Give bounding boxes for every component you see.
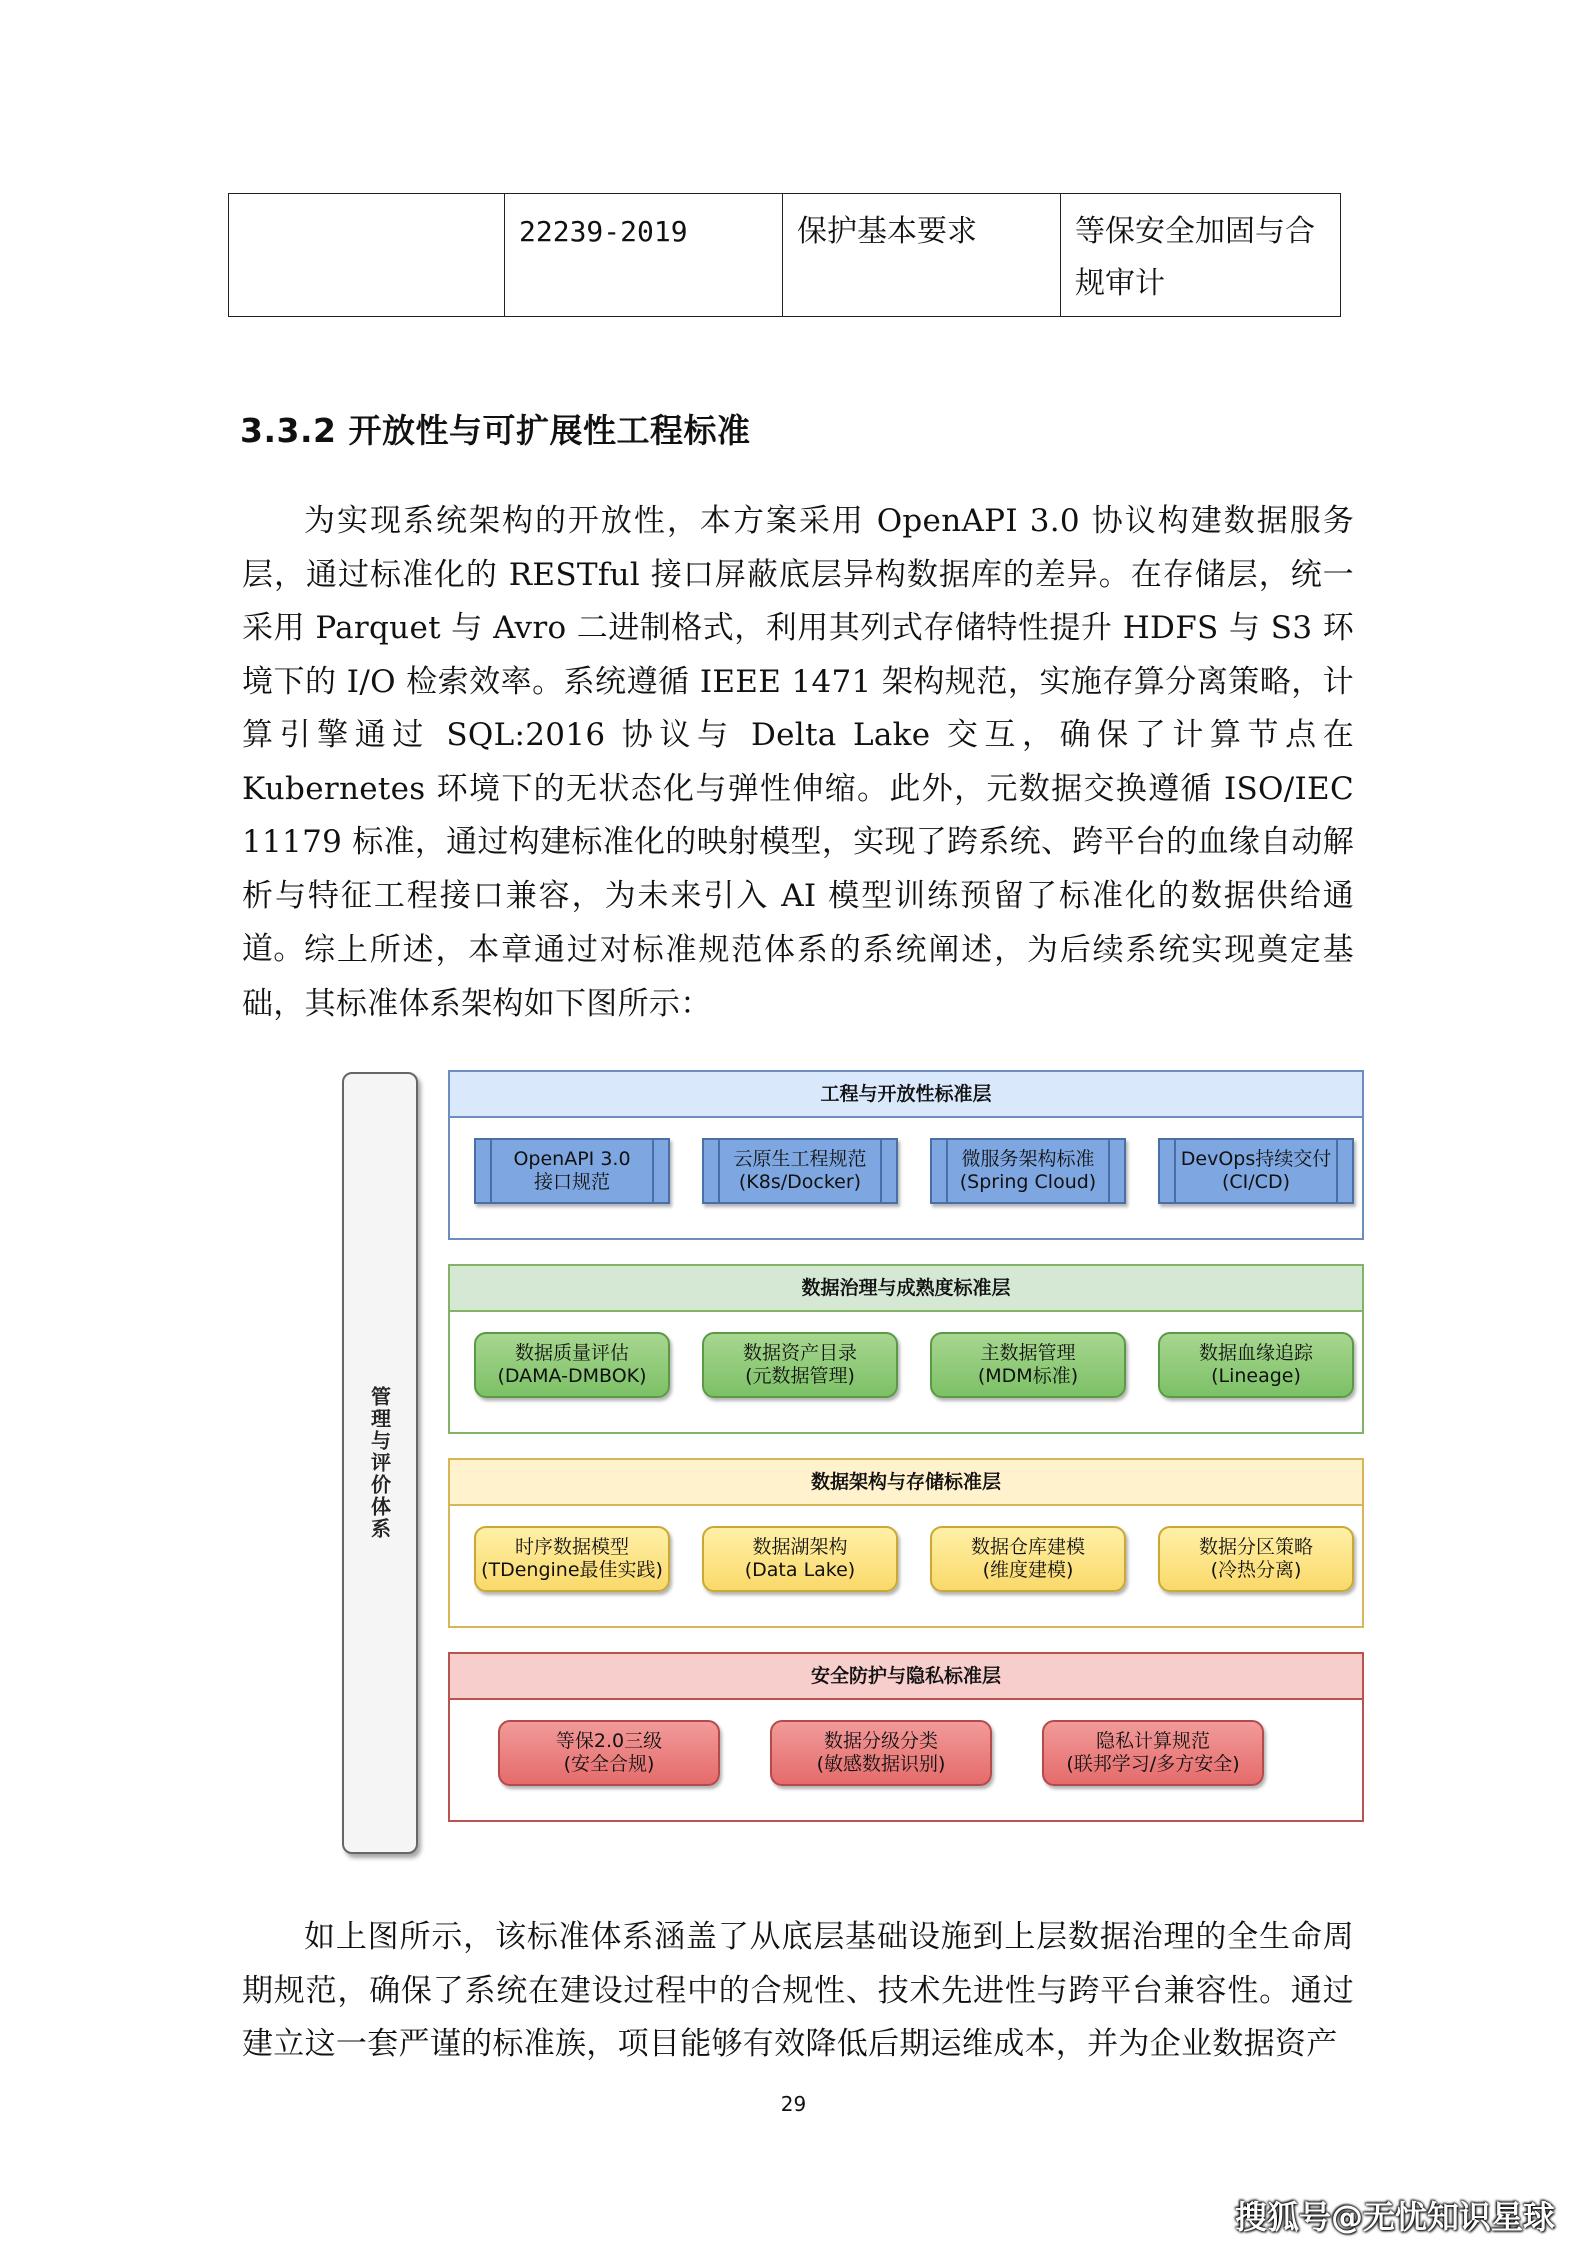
layer-title: 工程与开放性标准层 [450, 1072, 1362, 1118]
paragraph: 如上图所示，该标准体系涵盖了从底层基础设施到上层数据治理的全生命周期规范，确保了系统在建设过程中的合规性、技术先进性与跨平台兼容性。通过建立这一套严谨的标准族，项目能够有效降低后期运维成本，并为企业数据资产 [242, 1919, 1354, 2062]
box-line: (冷热分离) [1210, 1559, 1302, 1581]
diagram-box [474, 1138, 670, 1204]
diagram-box [1042, 1720, 1264, 1786]
diagram-box [474, 1526, 670, 1592]
diagram-box [702, 1138, 898, 1204]
diagram-box [702, 1332, 898, 1398]
box-line: 微服务架构标准 [961, 1148, 1095, 1170]
side-bar-label: 管理与评价体系 [367, 1386, 392, 1540]
box-line: (联邦学习/多方安全) [1066, 1753, 1240, 1775]
box-line: 等保2.0三级 [555, 1730, 663, 1752]
diagram-box [770, 1720, 992, 1786]
diagram-box [1158, 1332, 1354, 1398]
standards-architecture-diagram [338, 1068, 1368, 1858]
table-cell-application: 等保安全加固与合规审计 [1061, 194, 1341, 317]
box-line: 数据仓库建模 [970, 1536, 1085, 1558]
diagram-box [1158, 1526, 1354, 1592]
box-line: (Data Lake) [744, 1559, 856, 1581]
paragraph: 为实现系统架构的开放性，本方案采用 OpenAPI 3.0 协议构建数据服务层，通过标准化的 RESTful 接口屏蔽底层异构数据库的差异。在存储层，统一采用 Parquet 与 Avro 二进制格式，利用其列式存储特性提升 HDFS 与 S3 环境下的 I/O 检索效率。系统遵循 IEEE 1471 架构规范，实施存算分离策略，计算引擎通过 SQL:2016 协议与 Delta Lake 交互，确保了计算节点在 Kubernetes 环境下的无状态化与弹性伸缩。此外，元数据交换遵循 ISO/IEC 11179 标准，通过构建标准化的映射模型，实现了跨系统、跨平台的血缘自动解析与特征工程接口兼容，为未来引入 AI 模型训练预留了标准化的数据供给通道。 [242, 503, 1354, 967]
box-line: (元数据管理) [745, 1365, 855, 1387]
management-evaluation-bar [342, 1072, 418, 1854]
section-heading: 3.3.2 开放性与可扩展性工程标准 [240, 411, 751, 450]
box-line: (维度建模) [982, 1559, 1074, 1581]
diagram-box [474, 1332, 670, 1398]
box-line: 主数据管理 [980, 1342, 1076, 1364]
box-line: OpenAPI 3.0 [513, 1148, 631, 1170]
box-line: (安全合规) [563, 1753, 655, 1775]
box-line: 隐私计算规范 [1095, 1730, 1210, 1752]
box-line: 数据血缘追踪 [1198, 1342, 1313, 1364]
box-line: 数据资产目录 [742, 1342, 857, 1364]
diagram-box [498, 1720, 720, 1786]
paragraph: 综上所述，本章通过对标准规范体系的系统阐述，为后续系统实现奠定基础，其标准体系架构如下图所示： [242, 932, 1354, 1022]
table-cell [229, 194, 505, 317]
box-line: (Spring Cloud) [959, 1171, 1097, 1193]
box-line: (K8s/Docker) [738, 1171, 862, 1193]
layer-title: 数据架构与存储标准层 [450, 1460, 1362, 1506]
layer-title: 数据治理与成熟度标准层 [450, 1266, 1362, 1312]
table-cell-standard-name: 保护基本要求 [783, 194, 1061, 317]
box-line: (Lineage) [1211, 1365, 1301, 1387]
diagram-box [930, 1138, 1126, 1204]
box-line: DevOps持续交付 [1180, 1148, 1332, 1170]
box-line: 数据质量评估 [514, 1342, 629, 1364]
box-line: 时序数据模型 [514, 1536, 629, 1558]
box-line: 数据分区策略 [1198, 1536, 1313, 1558]
box-line: (DAMA-DMBOK) [497, 1365, 647, 1387]
box-line: (TDengine最佳实践) [481, 1559, 663, 1581]
box-line: 接口规范 [533, 1171, 610, 1193]
table-row [229, 194, 1341, 317]
layer-engineering-openness [448, 1070, 1364, 1240]
box-line: (敏感数据识别) [816, 1753, 946, 1775]
layer-data-governance [448, 1264, 1364, 1434]
layer-title: 安全防护与隐私标准层 [450, 1654, 1362, 1700]
box-line: 数据分级分类 [823, 1730, 938, 1752]
table-cell-standard-number: 22239-2019 [505, 194, 783, 317]
watermark: 搜狐号@无忧知识星球 [1234, 2198, 1555, 2236]
box-line: 数据湖架构 [752, 1536, 848, 1558]
page-number: 29 [780, 2092, 807, 2116]
diagram-box [702, 1526, 898, 1592]
layer-security-privacy [448, 1652, 1364, 1822]
box-line: (CI/CD) [1222, 1171, 1290, 1193]
diagram-box [1158, 1138, 1354, 1204]
standards-table [228, 193, 1341, 317]
layer-data-architecture-storage [448, 1458, 1364, 1628]
diagram-box [930, 1526, 1126, 1592]
box-line: 云原生工程规范 [733, 1148, 867, 1170]
box-line: (MDM标准) [977, 1365, 1079, 1387]
diagram-box [930, 1332, 1126, 1398]
